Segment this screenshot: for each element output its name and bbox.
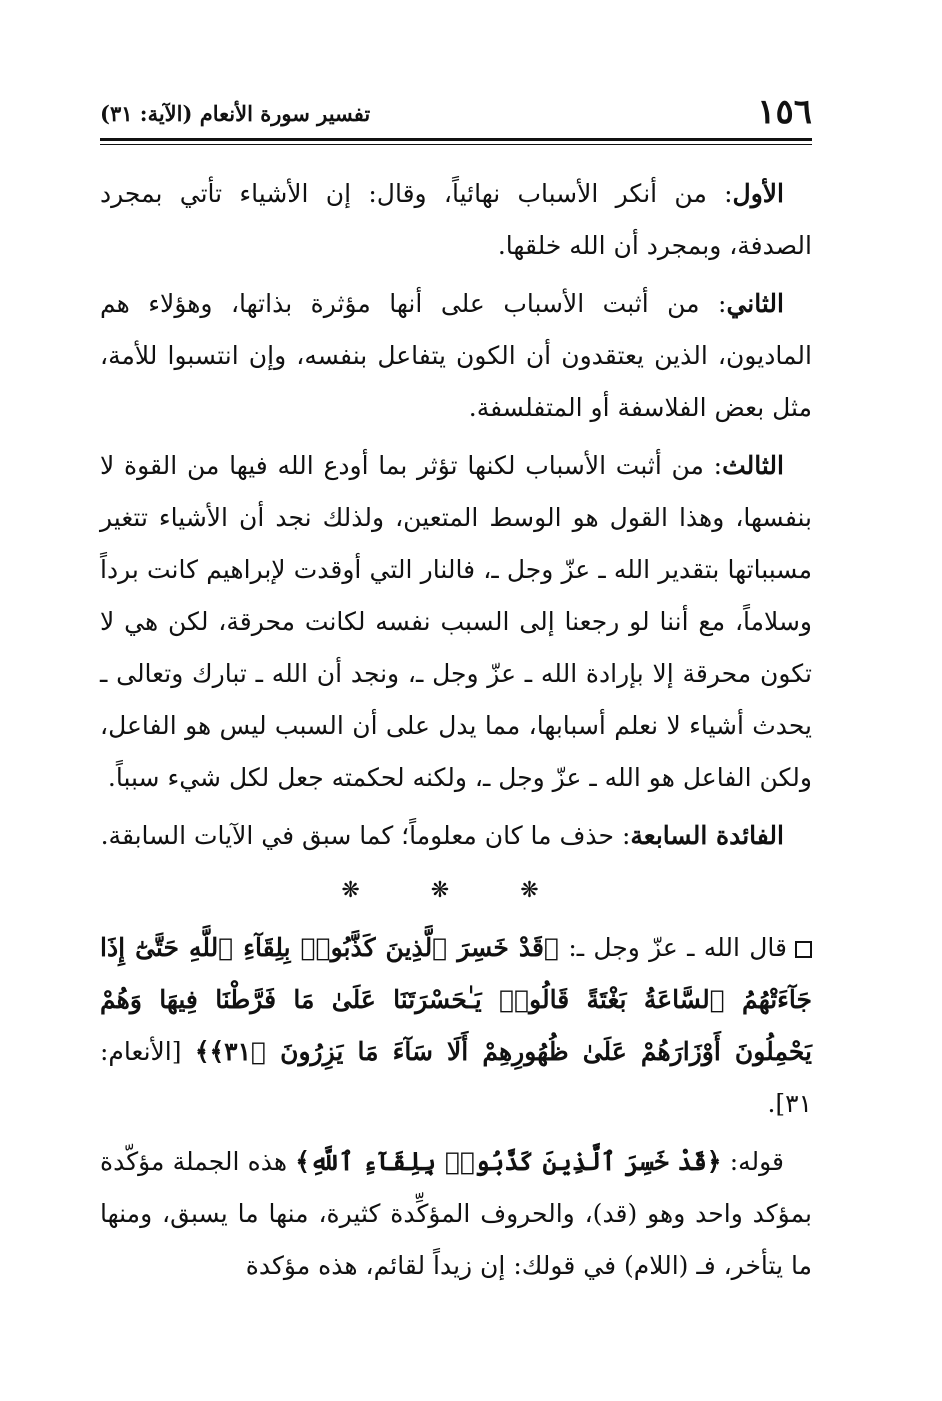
term-first: الأول (732, 179, 784, 208)
verse-paragraph (100, 922, 812, 1130)
header-rule-thin (100, 144, 812, 145)
page-header (100, 92, 812, 132)
text-first: : من أنكر الأسباب نهائياً، وقال: إن الأشياء تأتي بمجرد الصدفة، وبمجرد أن الله خلقها. (100, 179, 812, 260)
page-number: ١٥٦ (757, 92, 812, 132)
text-third: : من أثبت الأسباب لكنها تؤثر بما أودع الله فيها من القوة لا بنفسها، وهذا القول هو الوسط المتعين، ولذلك نجد أن الأشياء تتغير مسبباتها بتقدير الله ـ عزّ وجل ـ، فالنار التي أوقدت لإبراهيم كانت برداً وسلاماً، مع أننا لو رجعنا إلى السبب نفسه لكانت محرقة، لكن هي لا تكون محرقة إلا بإرادة الله ـ عزّ وجل ـ، ونجد أن الله ـ تبارك وتعالى ـ يحدث أشياء لا نعلم أسبابها، مما يدل على أن السبب ليس هو الفاعل، ولكن الفاعل هو الله ـ عزّ وجل ـ، ولكنه لحكمته جعل لكل شيء سبباً. (100, 451, 813, 792)
commentary-paragraph (100, 1136, 812, 1292)
commentary-text: هذه الجملة مؤكّدة بمؤكد واحد وهو (قد)، والحروف المؤكِّدة كثيرة، منها ما يسبق، ومنها ما يتأخر، فـ (اللام) في قولك: إن زيداً لقائم، هذه مؤكدة (100, 1147, 812, 1280)
paragraph-third (100, 440, 812, 804)
commentary-intro: قوله: (729, 1147, 785, 1176)
verse-text: ﴿قَدْ خَسِرَ ٱلَّذِينَ كَذَّبُوا۟ بِلِقَآءِ ٱللَّهِ حَتَّىٰٓ إِذَا جَآءَتْهُمُ ٱلسَّاعَةُ بَغْتَةً قَالُوا۟ يَـٰحَسْرَتَنَا عَلَىٰ مَا فَرَّطْنَا فِيهَا وَهُمْ يَحْمِلُونَ أَوْزَارَهُمْ عَلَىٰ ظُهُورِهِمْ أَلَا سَآءَ مَا يَزِرُونَ ﴿٣١﴾﴾ (100, 933, 812, 1066)
header-rule-thick (100, 138, 812, 141)
term-second: الثاني (726, 289, 784, 318)
text-second: : من أثبت الأسباب على أنها مؤثرة بذاتها، وهؤلاء هم الماديون، الذين يعتقدون أن الكون يتفاعل بنفسه، وإن انتسبوا للأمة، مثل بعض الفلاسفة أو المتفلسفة. (100, 289, 812, 422)
square-bullet-icon (795, 941, 812, 958)
running-title: تفسير سورة الأنعام (الآية: ٣١) (100, 101, 371, 126)
paragraph-fourth (100, 810, 812, 862)
body-text (100, 168, 812, 1298)
term-third: الثالث (722, 451, 784, 480)
paragraph-first (100, 168, 812, 272)
verse-intro: قال الله ـ عزّ وجل ـ: (568, 933, 787, 962)
term-fourth: الفائدة السابعة (630, 821, 784, 850)
paragraph-second (100, 278, 812, 434)
commentary-quote: ﴿قَدْ خَسِرَ ٱلَّذِينَ كَذَّبُوا۟ بِلِقَآءِ ٱللَّهِ﴾ (295, 1147, 722, 1176)
text-fourth: : حذف ما كان معلوماً؛ كما سبق في الآيات السابقة. (100, 821, 631, 850)
verse-reference: [الأنعام: ٣١]. (100, 1037, 812, 1118)
section-divider-ornaments: ❋ ❋ ❋ (341, 878, 571, 903)
